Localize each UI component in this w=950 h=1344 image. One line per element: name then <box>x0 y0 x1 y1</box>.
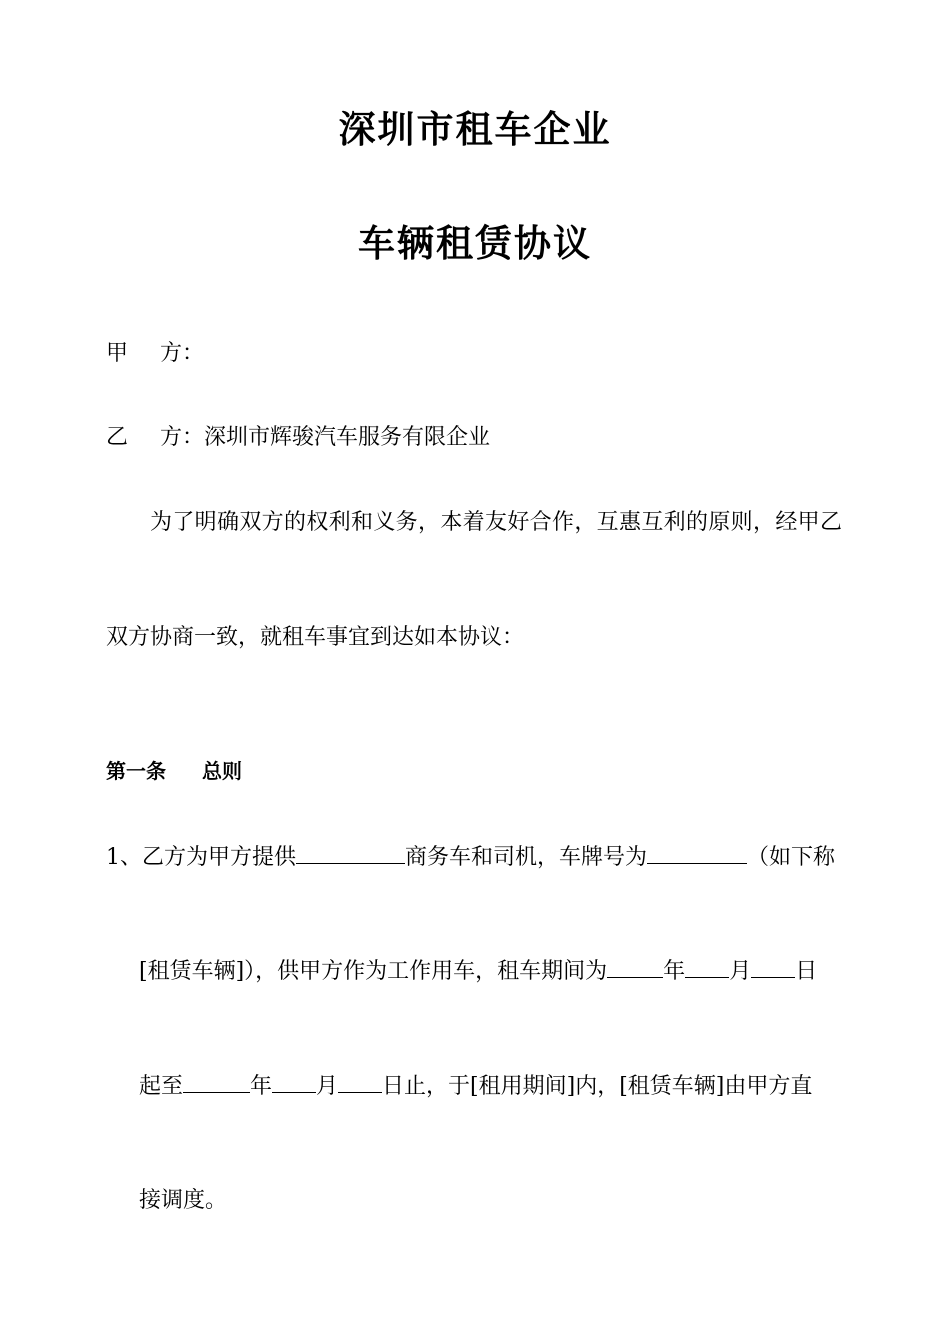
start-year-blank[interactable] <box>607 955 663 978</box>
plate-number-blank[interactable] <box>647 841 747 864</box>
end-year-label: 年 <box>250 1074 273 1099</box>
article-1-number: 第一条 <box>106 759 166 783</box>
clause-1-seg3: （如下称 <box>747 845 836 870</box>
clause-1-seg2: 商务车和司机，车牌号为 <box>405 845 648 870</box>
clause-1-line-2 <box>139 955 817 987</box>
party-a-label-char1: 甲 <box>106 341 129 366</box>
start-year-label: 年 <box>663 959 686 984</box>
end-month-blank[interactable] <box>272 1070 316 1093</box>
start-day-blank[interactable] <box>751 955 795 978</box>
document-title-line-1: 深圳市租车企业 <box>338 108 612 151</box>
start-month-label: 月 <box>729 959 752 984</box>
party-b-label-char1: 乙 <box>106 425 129 450</box>
party-b-label-char2: 方： <box>160 425 205 450</box>
clause-1-line-1 <box>106 841 835 873</box>
party-b-value: 深圳市辉骏汽车服务有限企业 <box>204 425 491 450</box>
start-day-label: 日 <box>795 959 818 984</box>
clause-1-seg6: 日止，于[租用期间]内，[租赁车辆]由甲方直 <box>382 1074 813 1099</box>
end-month-label: 月 <box>316 1074 339 1099</box>
end-day-blank[interactable] <box>338 1070 382 1093</box>
clause-1-seg1: 1、乙方为甲方提供 <box>106 845 296 870</box>
clause-1-seg5: 起至 <box>139 1074 184 1099</box>
article-1-title: 总则 <box>202 759 242 783</box>
preamble-line-2: 双方协商一致，就租车事宜到达如本协议： <box>106 625 525 650</box>
party-a-line <box>106 339 204 369</box>
document-title-line-2: 车辆租赁协议 <box>358 222 592 265</box>
clause-1-line-4: 接调度。 <box>139 1188 228 1213</box>
party-b-line <box>106 423 490 453</box>
clause-1-line-3 <box>139 1070 812 1102</box>
clause-1-seg4: [租赁车辆]），供甲方作为工作用车，租车期间为 <box>139 959 608 984</box>
vehicle-type-blank[interactable] <box>296 841 405 864</box>
party-a-label-char2: 方： <box>160 341 205 366</box>
preamble-line-1: 为了明确双方的权利和义务，本着友好合作，互惠互利的原则，经甲乙 <box>150 510 842 535</box>
article-1-heading <box>106 756 242 786</box>
end-year-blank[interactable] <box>183 1070 250 1093</box>
start-month-blank[interactable] <box>685 955 729 978</box>
